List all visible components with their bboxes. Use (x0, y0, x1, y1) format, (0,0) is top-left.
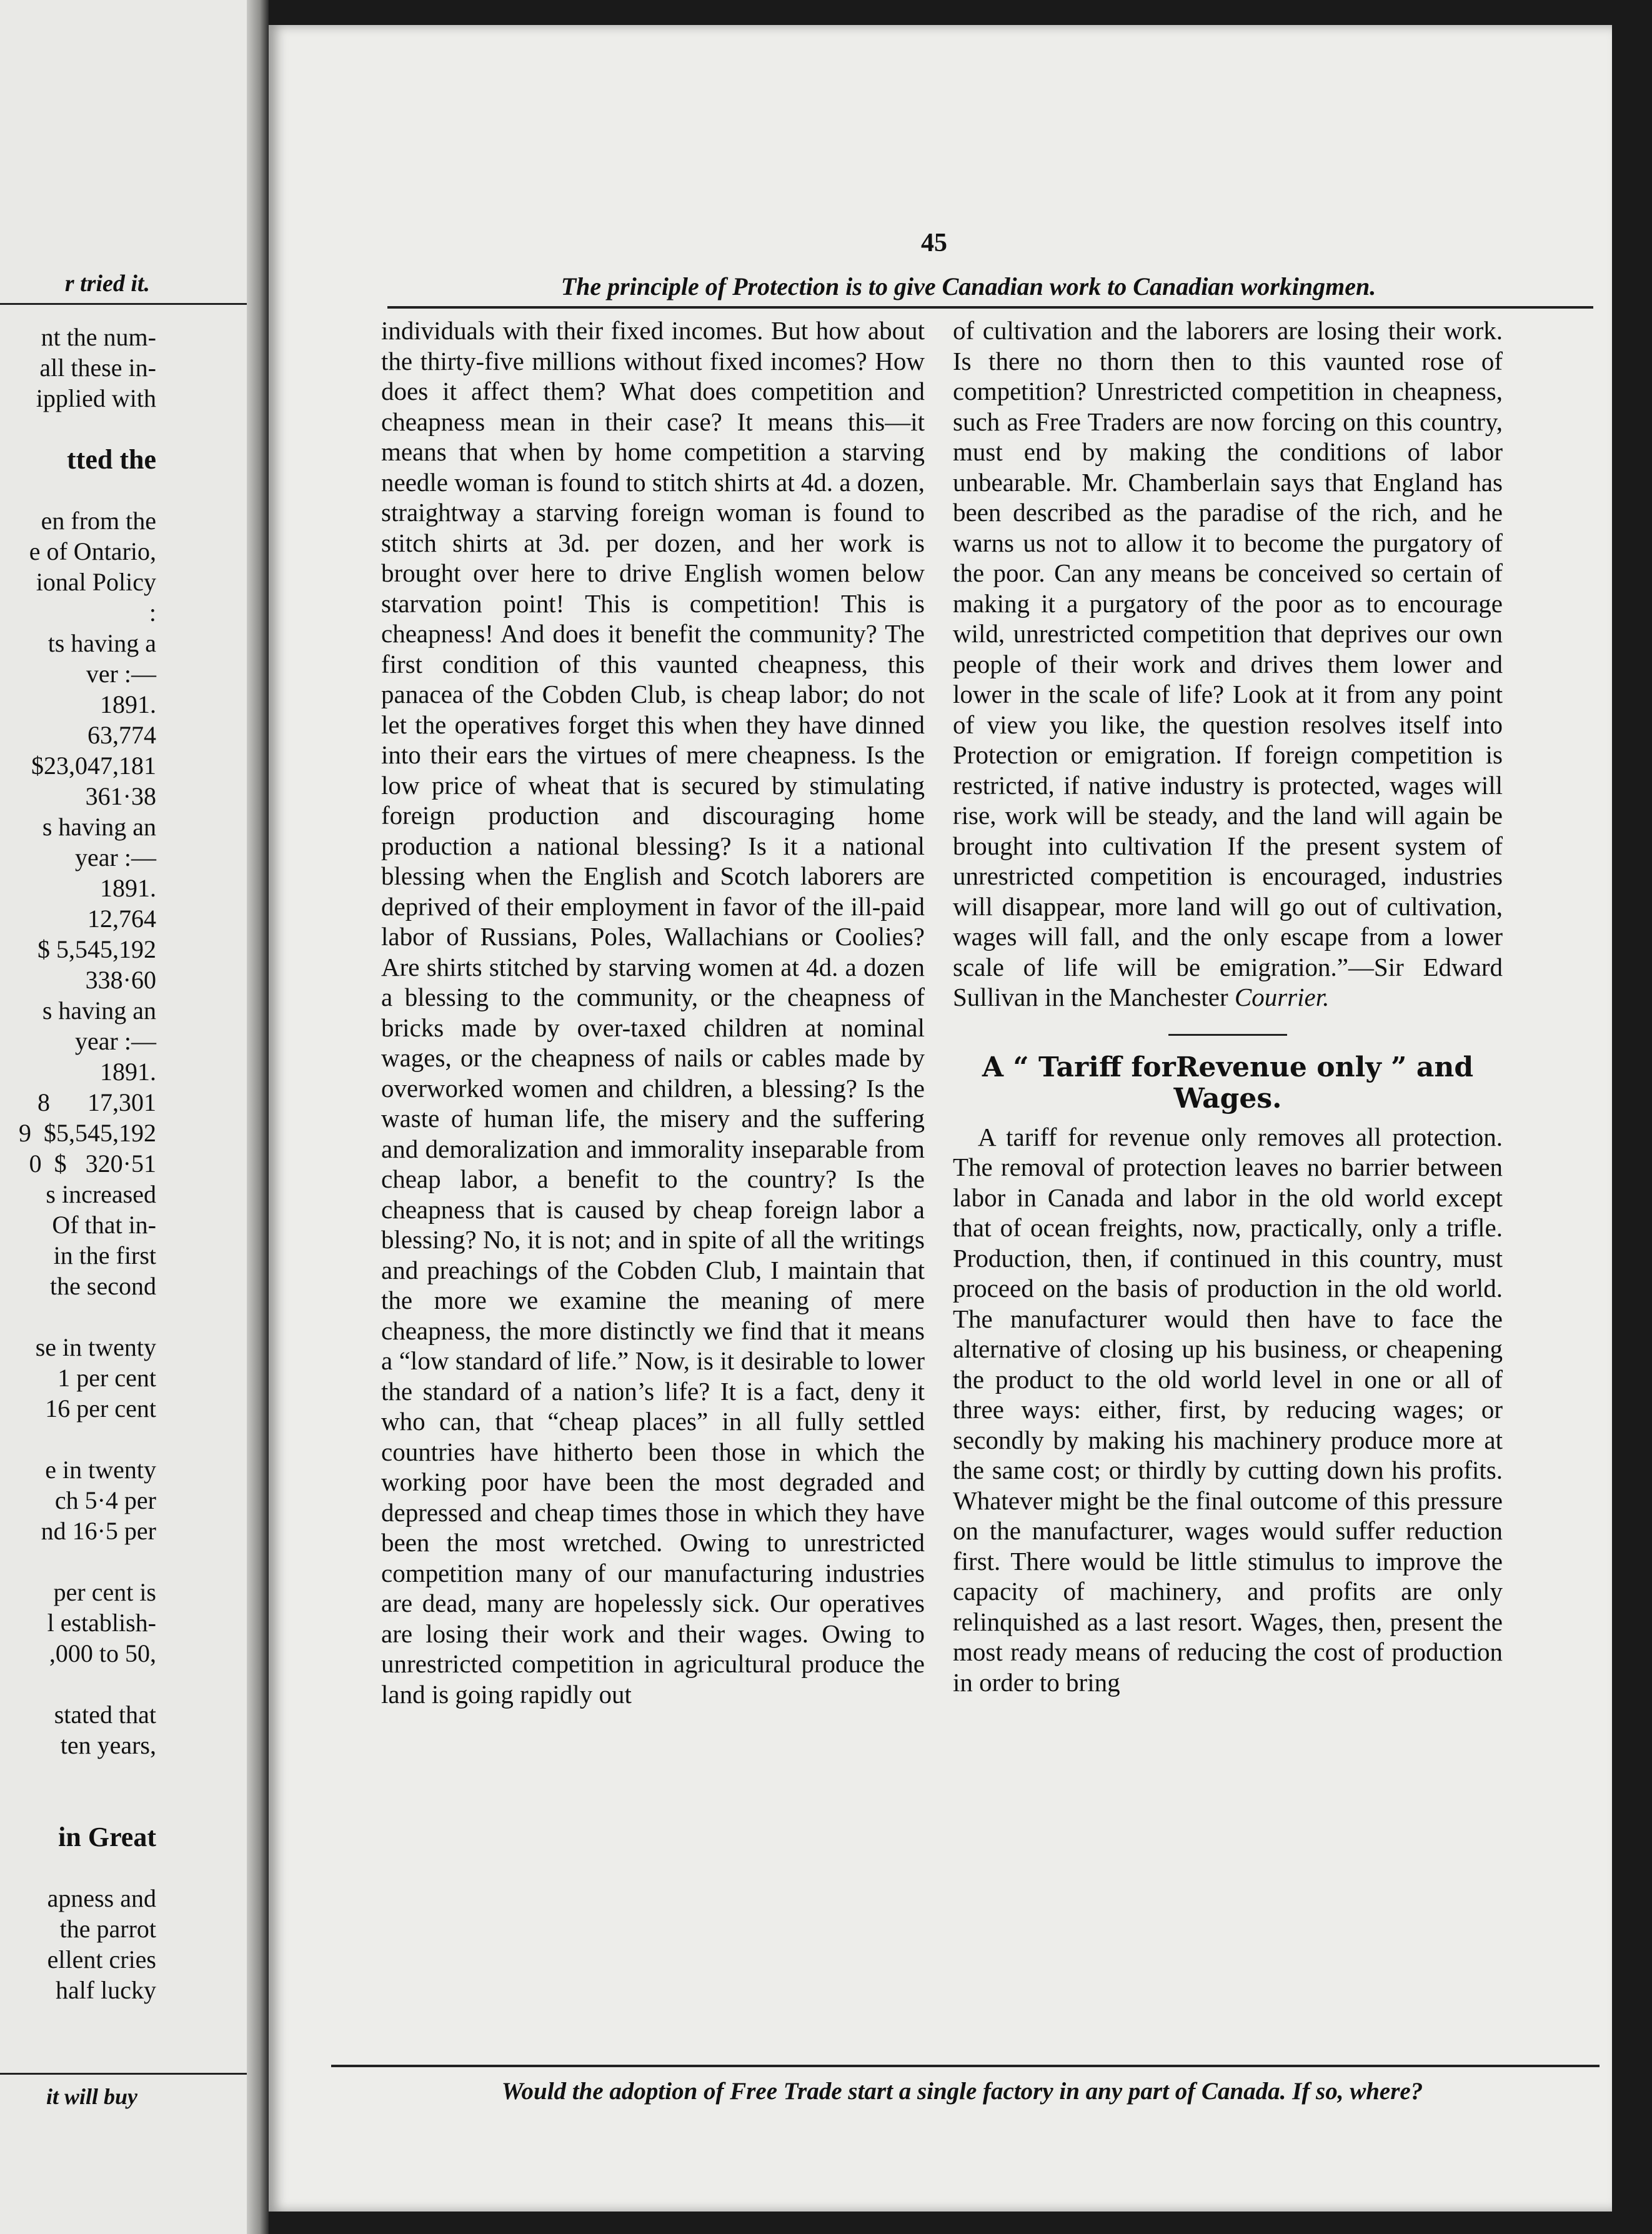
facing-page-line (0, 1760, 156, 1791)
facing-page-line: s increased (46, 1180, 156, 1208)
facing-page-line: e in twenty (45, 1456, 156, 1484)
facing-page-line: se in twenty (35, 1333, 156, 1361)
facing-page-line (0, 1791, 156, 1822)
facing-page-line: nt the num- (41, 323, 156, 351)
facing-page-line: 16 per cent (45, 1394, 156, 1422)
section-heading-line-1: A “ Tariff forRevenue only ” and (982, 1051, 1474, 1083)
facing-page-line: ten years, (60, 1731, 156, 1759)
document-page (269, 25, 1612, 2212)
facing-page-line: in Great (58, 1822, 156, 1852)
facing-page-line (0, 1301, 156, 1332)
facing-page-line: ts having a (47, 629, 156, 657)
facing-page-line: ellent cries (47, 1945, 156, 1973)
facing-page-line: ipplied with (36, 384, 156, 412)
facing-page-line: in the first (53, 1241, 156, 1269)
facing-page-line: the second (50, 1272, 156, 1300)
facing-page-line: 361·38 (85, 782, 156, 810)
facing-page-footer: it will buy (46, 2084, 137, 2109)
page-number: 45 (921, 229, 947, 257)
section-divider (1168, 1034, 1287, 1036)
section-heading (953, 1052, 1503, 1115)
facing-page-line: 1891. (100, 690, 156, 718)
facing-page-line: 9 $5,545,192 (19, 1119, 156, 1147)
facing-page-line: 338·60 (85, 966, 156, 994)
facing-page-line: s having an (42, 813, 156, 841)
facing-page-line: nd 16·5 per (41, 1517, 156, 1545)
facing-page-line: ver :— (86, 660, 156, 688)
footer-rule (331, 2065, 1600, 2067)
section-heading-line-2: Wages. (1173, 1082, 1282, 1115)
facing-page-head-rule (0, 303, 247, 305)
facing-page-line: 63,774 (87, 721, 156, 749)
facing-page-line: 1 per cent (57, 1364, 156, 1392)
facing-page-line: 1891. (100, 874, 156, 902)
facing-page-line (0, 475, 156, 505)
book-binding-gutter (247, 0, 269, 2234)
facing-page-line (0, 1852, 156, 1883)
facing-page-line: e of Ontario, (29, 537, 156, 565)
newspaper-name: Courrier. (1234, 983, 1330, 1011)
facing-page-line: half lucky (55, 1976, 156, 2004)
scan-border (1612, 0, 1652, 2234)
facing-page-line: en from the (41, 507, 156, 535)
facing-page-line: the parrot (59, 1915, 156, 1943)
right-column-paragraph-continued (953, 315, 1503, 1013)
facing-page-line: 1891. (100, 1058, 156, 1086)
facing-page-line: per cent is (53, 1578, 156, 1606)
facing-page-line: year :— (75, 843, 156, 871)
facing-page-line: l establish- (47, 1609, 156, 1637)
facing-page-line (0, 1669, 156, 1699)
section-paragraph: A tariff for revenue only removes all protection. The removal of protection leaves no barrier between labor in Canada and labor in the old world except that of ocean freights, now, practically, only a trifle. Production, then, if continued in this country, must proceed on the basis of production in the old world. The manufacturer would then have to face the alternative of closing up his business, or cheapening the product to the old world level in one or all of three ways: either, first, by reducing wages; or secondly by making his machinery produce more at the same cost; or thirdly by cutting down his profits. Whatever might be the final outcome of this pressure on the manufacturer, wages would suffer reduction first. There would be little stimulus to improve the capacity of machinery, and profits are only relinquished as a last resort. Wages, then, present the most ready means of reducing the cost of production in order to bring (953, 1122, 1503, 1697)
facing-page-line: : (149, 598, 156, 627)
facing-page-line: ional Policy (36, 568, 156, 596)
facing-page-fragment (0, 0, 269, 2234)
facing-page-line: stated that (54, 1700, 156, 1729)
right-column-paragraph-text: of cultivation and the laborers are losing their work. Is there no thorn then to this vaunted rose of competition? Unrestricted competition in cheapness, such as Free Traders are now forcing on this country, must end by making the conditions of labor unbearable. Mr. Chamberlain says that England has been described as the paradise of the rich, and he warns us not to allow it to become the purgatory of the poor. Can any means be conceived so certain of making it a purgatory of the poor as to encourage wild, unrestricted competition that deprives our own people of their work and drives them lower and lower in the scale of life? Look at it from any point of view you like, the question resolves itself into Protection or emigration. If foreign competition is restricted, if native industry is protected, wages will rise, work will be steady, and the land will again be brought into cultivation If the present system of unrestricted competition is encouraged, industries will disappear, more land will go out of cultivation, wages will fall, and the only escape from a lower scale of life will be emigration.”—Sir Edward Sullivan in the Manchester (953, 316, 1503, 1011)
facing-page-line: $ 5,545,192 (37, 935, 156, 963)
facing-page-text (0, 322, 156, 2005)
facing-page-line: ch 5·4 per (54, 1486, 156, 1514)
facing-page-line: apness and (47, 1884, 156, 1912)
header-rule (387, 306, 1593, 309)
page-footer: Would the adoption of Free Trade start a single factory in any part of Canada. If so, where? (501, 2078, 1423, 2105)
facing-page-line: all these in- (39, 354, 156, 382)
facing-page-line: 12,764 (87, 905, 156, 933)
facing-page-line: tted the (67, 444, 156, 475)
facing-page-line (0, 1424, 156, 1454)
facing-page-line: 0 $ 320·51 (29, 1149, 156, 1178)
facing-page-line: ,000 to 50, (49, 1639, 156, 1667)
facing-page-foot-rule (0, 2073, 247, 2075)
facing-page-line (0, 414, 156, 444)
left-column (381, 315, 925, 1709)
facing-page-line: s having an (42, 996, 156, 1025)
facing-page-line: $23,047,181 (31, 752, 156, 780)
facing-page-line: Of that in- (52, 1211, 156, 1239)
facing-page-running-head: r tried it. (64, 271, 150, 297)
facing-page-line (0, 1546, 156, 1577)
facing-page-line: year :— (75, 1027, 156, 1055)
running-head: The principle of Protection is to give Canadian work to Canadian workingmen. (560, 272, 1376, 300)
right-column (953, 315, 1503, 1697)
left-column-paragraph: individuals with their fixed incomes. But how about the thirty-five millions without fixed incomes? How does it affect them? What does competition and cheapness mean in their case? It means this—it means that when by home competition a starving needle woman is found to stitch shirts at 4d. a dozen, straightway a starving foreign woman is found to stitch shirts at 3d. per dozen, and her work is brought over here to drive English women below starvation point! This is competition! This is cheapness! And does it benefit the community? The first condition of this vaunted cheapness, this panacea of the Cobden Club, is cheap labor; do not let the operatives forget this when they have dinned into their ears the virtues of mere cheapness. Is the low price of wheat that is secured by stimulating foreign production and discouraging home production a national blessing? Is it a national blessing when the English and Scotch laborers are deprived of their employment in favor of the ill-paid labor of Russians, Poles, Wallachians or Coolies? Are shirts stitched by starving women at 4d. a dozen a blessing to the community, or the cheapness of bricks made by over-taxed children at nominal wages, or the cheapness of nails or cables made by overworked women and children, a blessing? Is the waste of human life, the misery and the suffering and demoralization and immorality inseparable from cheap labor, a benefit to the country? Is the cheapness that is caused by cheap foreign labor a blessing? No, it is not; and in spite of all the writings and preachings of the Cobden Club, I maintain that the more we examine the meaning of mere cheapness, the more distinctly we find that it means a “low standard of life.” Now, is it desirable to lower the standard of a nation’s life? It is a fact, deny it who can, that “cheap places” in all fully settled countries have hitherto been those in which the working poor have been the most degraded and depressed and cheap times those in which they have been the most wretched. Owing to unrestricted competition many of our manufacturing industries are dead, many are hopelessly sick. Our operatives are losing their work and their wages. Owing to unrestricted competition in agricultural produce the land is going rapidly out (381, 316, 925, 1709)
facing-page-line: 8 17,301 (37, 1088, 156, 1116)
